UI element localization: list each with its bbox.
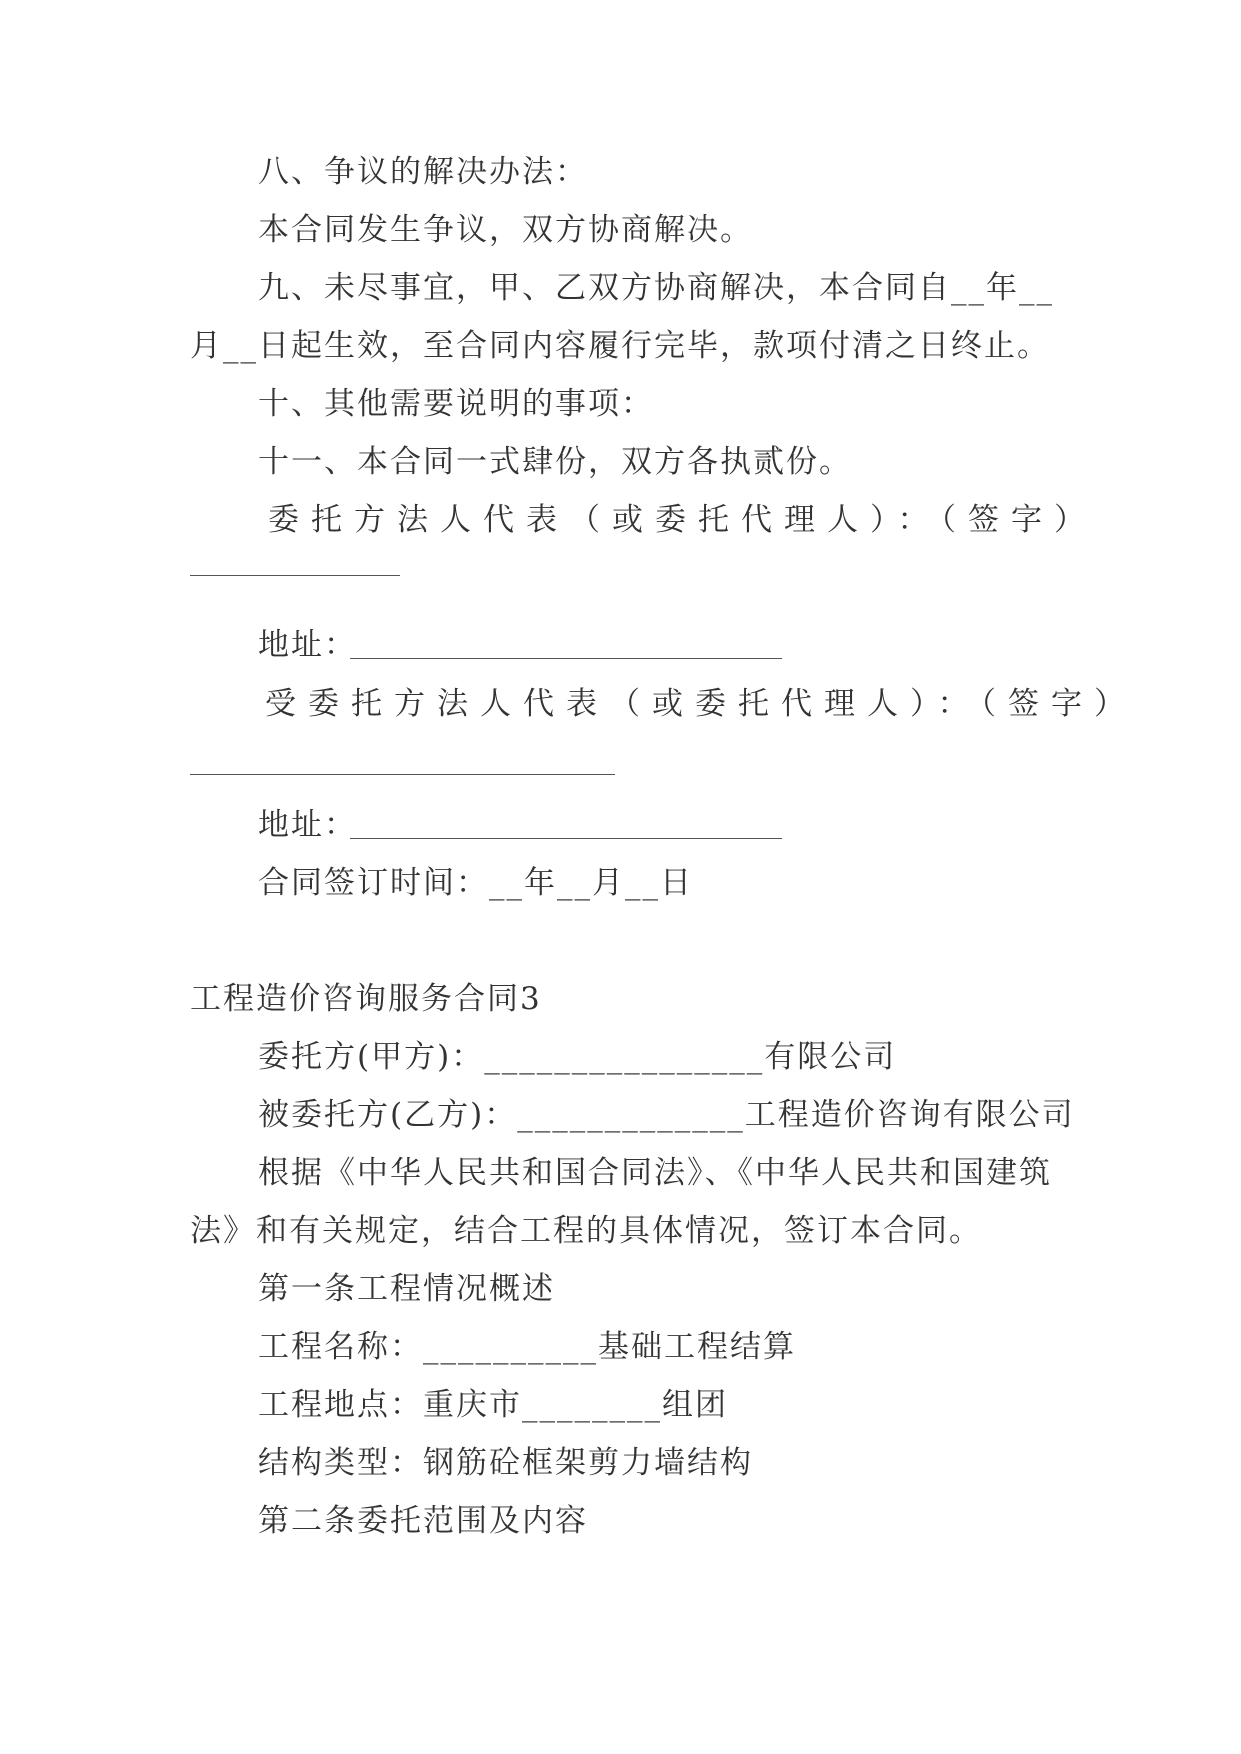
contractor-address-label: 地址： bbox=[258, 807, 357, 843]
project-name: 工程名称：__________基础工程结算 bbox=[258, 1329, 796, 1365]
clause-9-text-line2: 月__日起生效，至合同内容履行完毕，款项付清之日终止。 bbox=[190, 328, 1050, 364]
party-b: 被委托方(乙方)：_____________工程造价咨询有限公司 bbox=[258, 1097, 1075, 1133]
clause-8-heading: 八、争议的解决办法： bbox=[258, 154, 588, 190]
article-1-heading: 第一条工程情况概述 bbox=[258, 1271, 555, 1307]
client-address-blank-line bbox=[350, 658, 782, 659]
preamble-line2: 法》和有关规定，结合工程的具体情况，签订本合同。 bbox=[190, 1213, 982, 1249]
client-address-label: 地址： bbox=[258, 627, 357, 663]
preamble-line1: 根据《中华人民共和国合同法》、《中华人民共和国建筑 bbox=[258, 1155, 1052, 1191]
clause-10-heading: 十、其他需要说明的事项： bbox=[258, 386, 654, 422]
clause-11-text: 十一、本合同一式肆份，双方各执贰份。 bbox=[258, 444, 852, 480]
contract-title: 工程造价咨询服务合同3 bbox=[190, 981, 542, 1017]
contractor-representative-signature-label: 受委托方法人代表（或委托代理人）：（签字） bbox=[265, 686, 1137, 722]
clause-9-text-line1: 九、未尽事宜，甲、乙双方协商解决，本合同自__年__ bbox=[258, 270, 1054, 306]
party-a: 委托方(甲方)：________________有限公司 bbox=[258, 1039, 897, 1075]
clause-8-text: 本合同发生争议，双方协商解决。 bbox=[258, 212, 753, 248]
client-signature-blank-line bbox=[190, 575, 400, 576]
structure-type: 结构类型：钢筋砼框架剪力墙结构 bbox=[258, 1445, 753, 1481]
project-location: 工程地点：重庆市________组团 bbox=[258, 1387, 728, 1423]
contractor-address-blank-line bbox=[350, 838, 782, 839]
article-2-heading: 第二条委托范围及内容 bbox=[258, 1503, 588, 1539]
contractor-signature-blank-line bbox=[190, 774, 615, 775]
signing-date: 合同签订时间：__年__月__日 bbox=[258, 865, 693, 901]
client-representative-signature-label: 委托方法人代表（或委托代理人）：（签字） bbox=[268, 502, 1097, 538]
